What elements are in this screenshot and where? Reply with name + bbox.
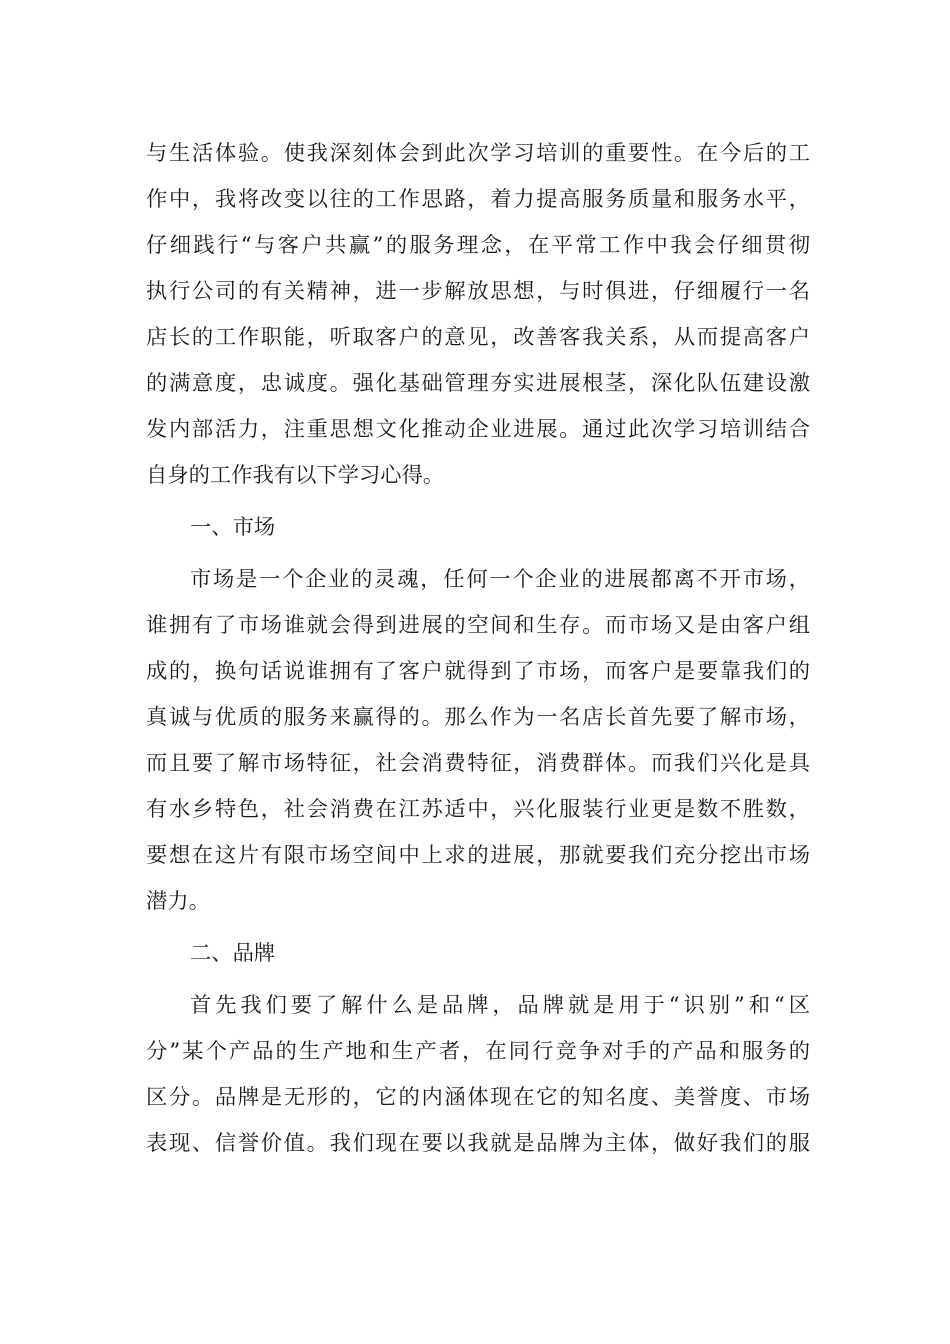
paragraph-line: 谁拥有了市场谁就会得到进展的空间和生存。而市场又是由客户组 <box>146 613 810 638</box>
intro-paragraph <box>146 131 810 499</box>
paragraph-line: 市场是一个企业的灵魂，任何一个企业的进展都离不开市场， <box>190 567 810 592</box>
paragraph-line: 有水乡特色，社会消费在江苏适中，兴化服装行业更是数不胜数， <box>146 797 810 822</box>
market-paragraph <box>146 557 810 925</box>
paragraph-line: 自身的工作我有以下学习心得。 <box>146 463 445 488</box>
paragraph-line: 成的，换句话说谁拥有了客户就得到了市场，而客户是要靠我们的 <box>146 659 810 684</box>
paragraph-line: 执行公司的有关精神，进一步解放思想，与时俱进，仔细履行一名 <box>146 279 810 304</box>
section-heading-market: 一、市场 <box>190 515 276 540</box>
paragraph-line: 店长的工作职能，听取客户的意见，改善客我关系，从而提高客户 <box>146 325 810 350</box>
paragraph-line: 作中，我将改变以往的工作思路，着力提高服务质量和服务水平， <box>146 187 810 212</box>
paragraph-line: 发内部活力，注重思想文化推动企业进展。通过此次学习培训结合 <box>146 417 810 442</box>
paragraph-line: 与生活体验。使我深刻体会到此次学习培训的重要性。在今后的工 <box>146 141 810 166</box>
paragraph-line: 表现、信誉价值。我们现在要以我就是品牌为主体，做好我们的服 <box>146 1131 810 1156</box>
paragraph-line: 仔细践行“与客户共赢”的服务理念，在平常工作中我会仔细贯彻 <box>146 233 810 258</box>
brand-paragraph <box>146 983 810 1167</box>
paragraph-line: 真诚与优质的服务来赢得的。那么作为一名店长首先要了解市场， <box>146 705 810 730</box>
paragraph-line: 要想在这片有限市场空间中上求的进展，那就要我们充分挖出市场 <box>146 843 810 868</box>
paragraph-line: 的满意度，忠诚度。强化基础管理夯实进展根茎，深化队伍建设激 <box>146 371 810 396</box>
section-heading-brand: 二、品牌 <box>190 941 276 966</box>
paragraph-line: 而且要了解市场特征，社会消费特征，消费群体。而我们兴化是具 <box>146 751 810 776</box>
paragraph-line: 首先我们要了解什么是品牌，品牌就是用于“识别”和“区 <box>190 993 810 1018</box>
document-body <box>146 131 810 1167</box>
paragraph-line: 区分。品牌是无形的，它的内涵体现在它的知名度、美誉度、市场 <box>146 1085 810 1110</box>
paragraph-line: 分”某个产品的生产地和生产者，在同行竞争对手的产品和服务的 <box>146 1039 810 1064</box>
paragraph-line: 潜力。 <box>146 889 210 914</box>
